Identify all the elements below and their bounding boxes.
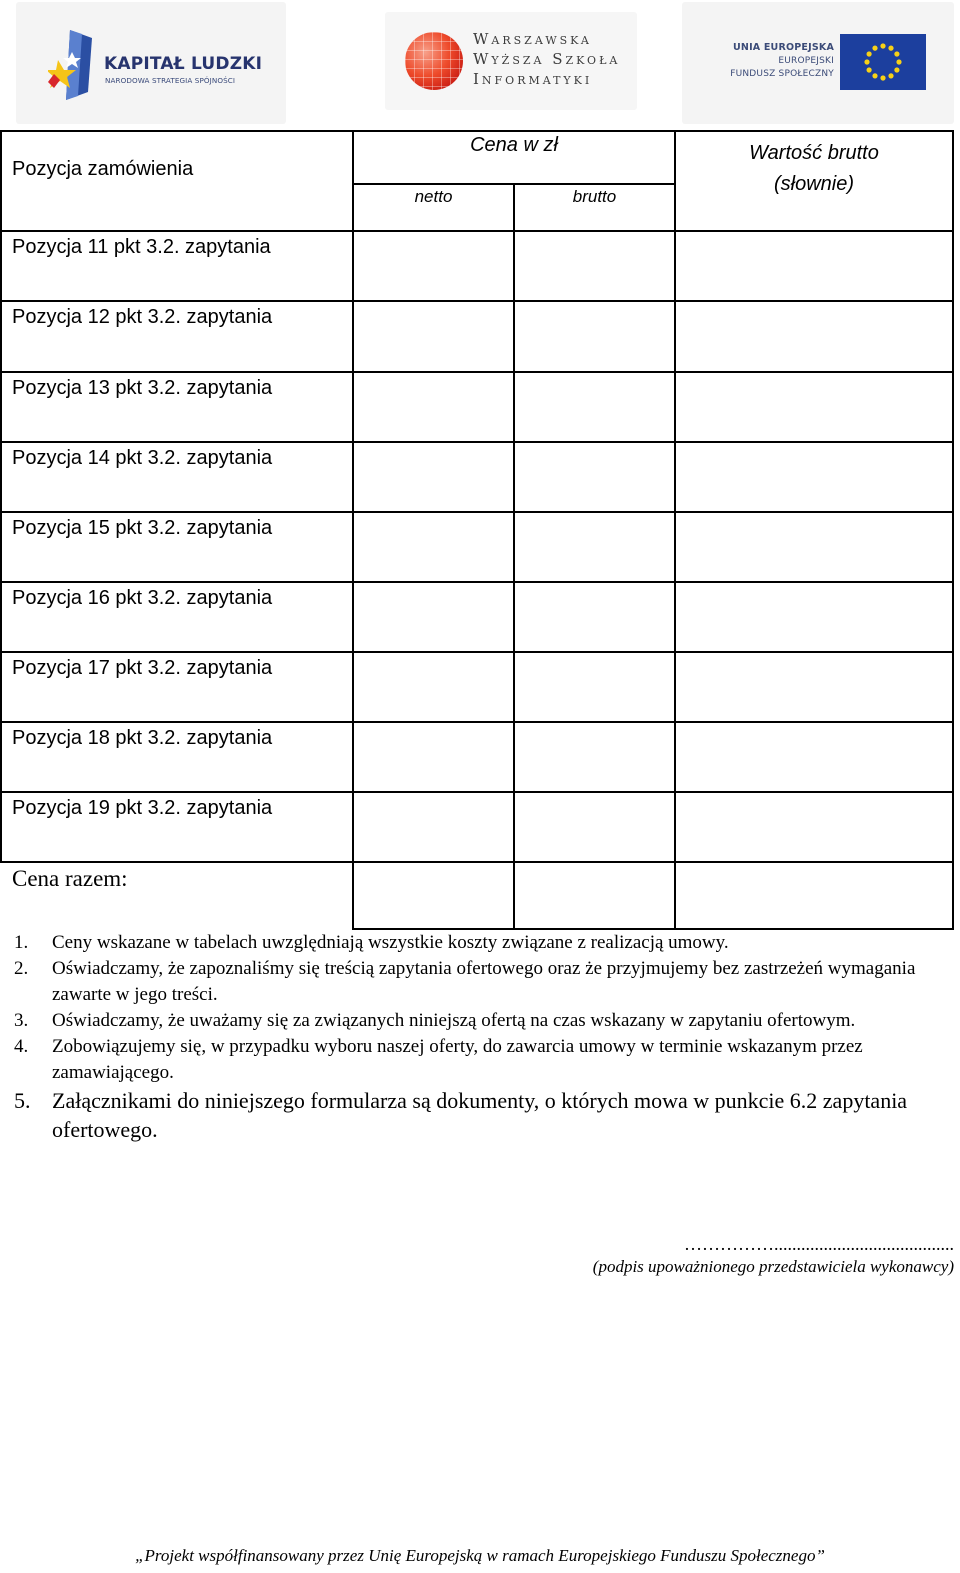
eu-logo xyxy=(682,2,954,124)
header-net: netto xyxy=(414,187,453,206)
row-separator xyxy=(0,371,954,373)
row-separator xyxy=(0,300,954,302)
row-separator xyxy=(0,651,954,653)
list-item xyxy=(14,956,934,1008)
list-item xyxy=(14,1008,934,1034)
wwsi-name-line-3: Informatyki xyxy=(473,70,593,88)
table-border-top xyxy=(0,130,954,132)
total-price-label: Cena razem: xyxy=(12,866,128,891)
list-item-number: 4. xyxy=(14,1036,29,1057)
row-separator xyxy=(0,861,954,863)
table-row-label: Pozycja 15 pkt 3.2. zapytania xyxy=(12,517,273,539)
signature-block xyxy=(593,1234,954,1277)
kapital-ludzki-logo xyxy=(16,2,286,124)
list-item-number: 5. xyxy=(14,1088,31,1113)
table-row-label: Pozycja 18 pkt 3.2. zapytania xyxy=(12,727,273,749)
list-item xyxy=(14,930,934,956)
column-divider-1 xyxy=(352,130,354,930)
list-item-text: Oświadczamy, że zapoznaliśmy się treścią zapytania ofertowego oraz że przyjmujemy bez zastrzeżeń wymagania zawarte w jego treści. xyxy=(52,958,916,1005)
footer-note: „Projekt współfinansowany przez Unię Europejską w ramach Europejskiego Funduszu Społecznego” xyxy=(135,1546,825,1565)
table-row-label: Pozycja 16 pkt 3.2. zapytania xyxy=(12,587,273,609)
wwsi-logo xyxy=(385,12,637,110)
declarations-list xyxy=(14,930,934,1144)
row-separator xyxy=(0,581,954,583)
column-divider-2 xyxy=(513,183,515,930)
table-row-label: Pozycja 13 pkt 3.2. zapytania xyxy=(12,377,273,399)
row-separator xyxy=(0,791,954,793)
table-row-label: Pozycja 12 pkt 3.2. zapytania xyxy=(12,306,273,328)
kapital-ludzki-title: KAPITAŁ LUDZKI xyxy=(104,54,263,74)
logo-header xyxy=(0,0,960,128)
header-value-line-2: (słownie) xyxy=(773,173,855,195)
eu-name-line-1: UNIA EUROPEJSKA xyxy=(733,42,834,53)
list-item-text: Oświadczamy, że uważamy się za związanych niniejszą ofertą na czas wskazany w zapytaniu ofertowym. xyxy=(52,1010,856,1031)
list-item-number: 1. xyxy=(14,932,29,953)
header-gross: brutto xyxy=(572,187,617,206)
table-row-label: Pozycja 17 pkt 3.2. zapytania xyxy=(12,657,273,679)
table-row-label: Pozycja 14 pkt 3.2. zapytania xyxy=(12,447,273,469)
list-item-number: 3. xyxy=(14,1010,29,1031)
wwsi-name-line-1: Warszawska xyxy=(473,30,592,48)
list-item-number: 2. xyxy=(14,958,29,979)
table-row-label: Pozycja 19 pkt 3.2. zapytania xyxy=(12,797,273,819)
price-subheader-line xyxy=(352,183,675,185)
kapital-ludzki-emblem-icon xyxy=(48,30,98,102)
row-separator xyxy=(0,230,954,232)
signature-line: ……………........................................ xyxy=(684,1234,954,1254)
eu-name-line-2: EUROPEJSKI xyxy=(778,56,834,66)
header-position: Pozycja zamówienia xyxy=(12,158,194,180)
row-separator xyxy=(0,441,954,443)
header-value-line-1: Wartość brutto xyxy=(749,142,879,164)
eu-name-line-3: FUNDUSZ SPOŁECZNY xyxy=(730,69,834,79)
list-item-text: Załącznikami do niniejszego formularza są dokumenty, o których mowa w punkcie 6.2 zapytania ofertowego. xyxy=(52,1088,908,1142)
column-divider-3 xyxy=(674,130,676,930)
table-border-right xyxy=(952,130,954,930)
list-item xyxy=(14,1034,934,1086)
table-row-label: Pozycja 11 pkt 3.2. zapytania xyxy=(12,236,271,258)
eu-flag-icon xyxy=(840,34,926,90)
header-price: Cena w zł xyxy=(470,134,558,156)
row-separator xyxy=(0,721,954,723)
row-separator xyxy=(0,511,954,513)
wwsi-sphere-grid xyxy=(405,32,463,90)
list-item-text: Ceny wskazane w tabelach uwzględniają wszystkie koszty związane z realizacją umowy. xyxy=(52,932,729,953)
list-item-text: Zobowiązujemy się, w przypadku wyboru naszej oferty, do zawarcia umowy w terminie wskazanym przez zamawiającego. xyxy=(52,1036,863,1083)
table-border-left xyxy=(0,130,2,862)
wwsi-name-line-2: Wyższa Szkoła xyxy=(473,50,621,68)
kapital-ludzki-subtitle: NARODOWA STRATEGIA SPÓJNOŚCI xyxy=(105,76,236,85)
signature-caption: (podpis upoważnionego przedstawiciela wykonawcy) xyxy=(592,1257,954,1276)
list-item xyxy=(14,1086,934,1144)
